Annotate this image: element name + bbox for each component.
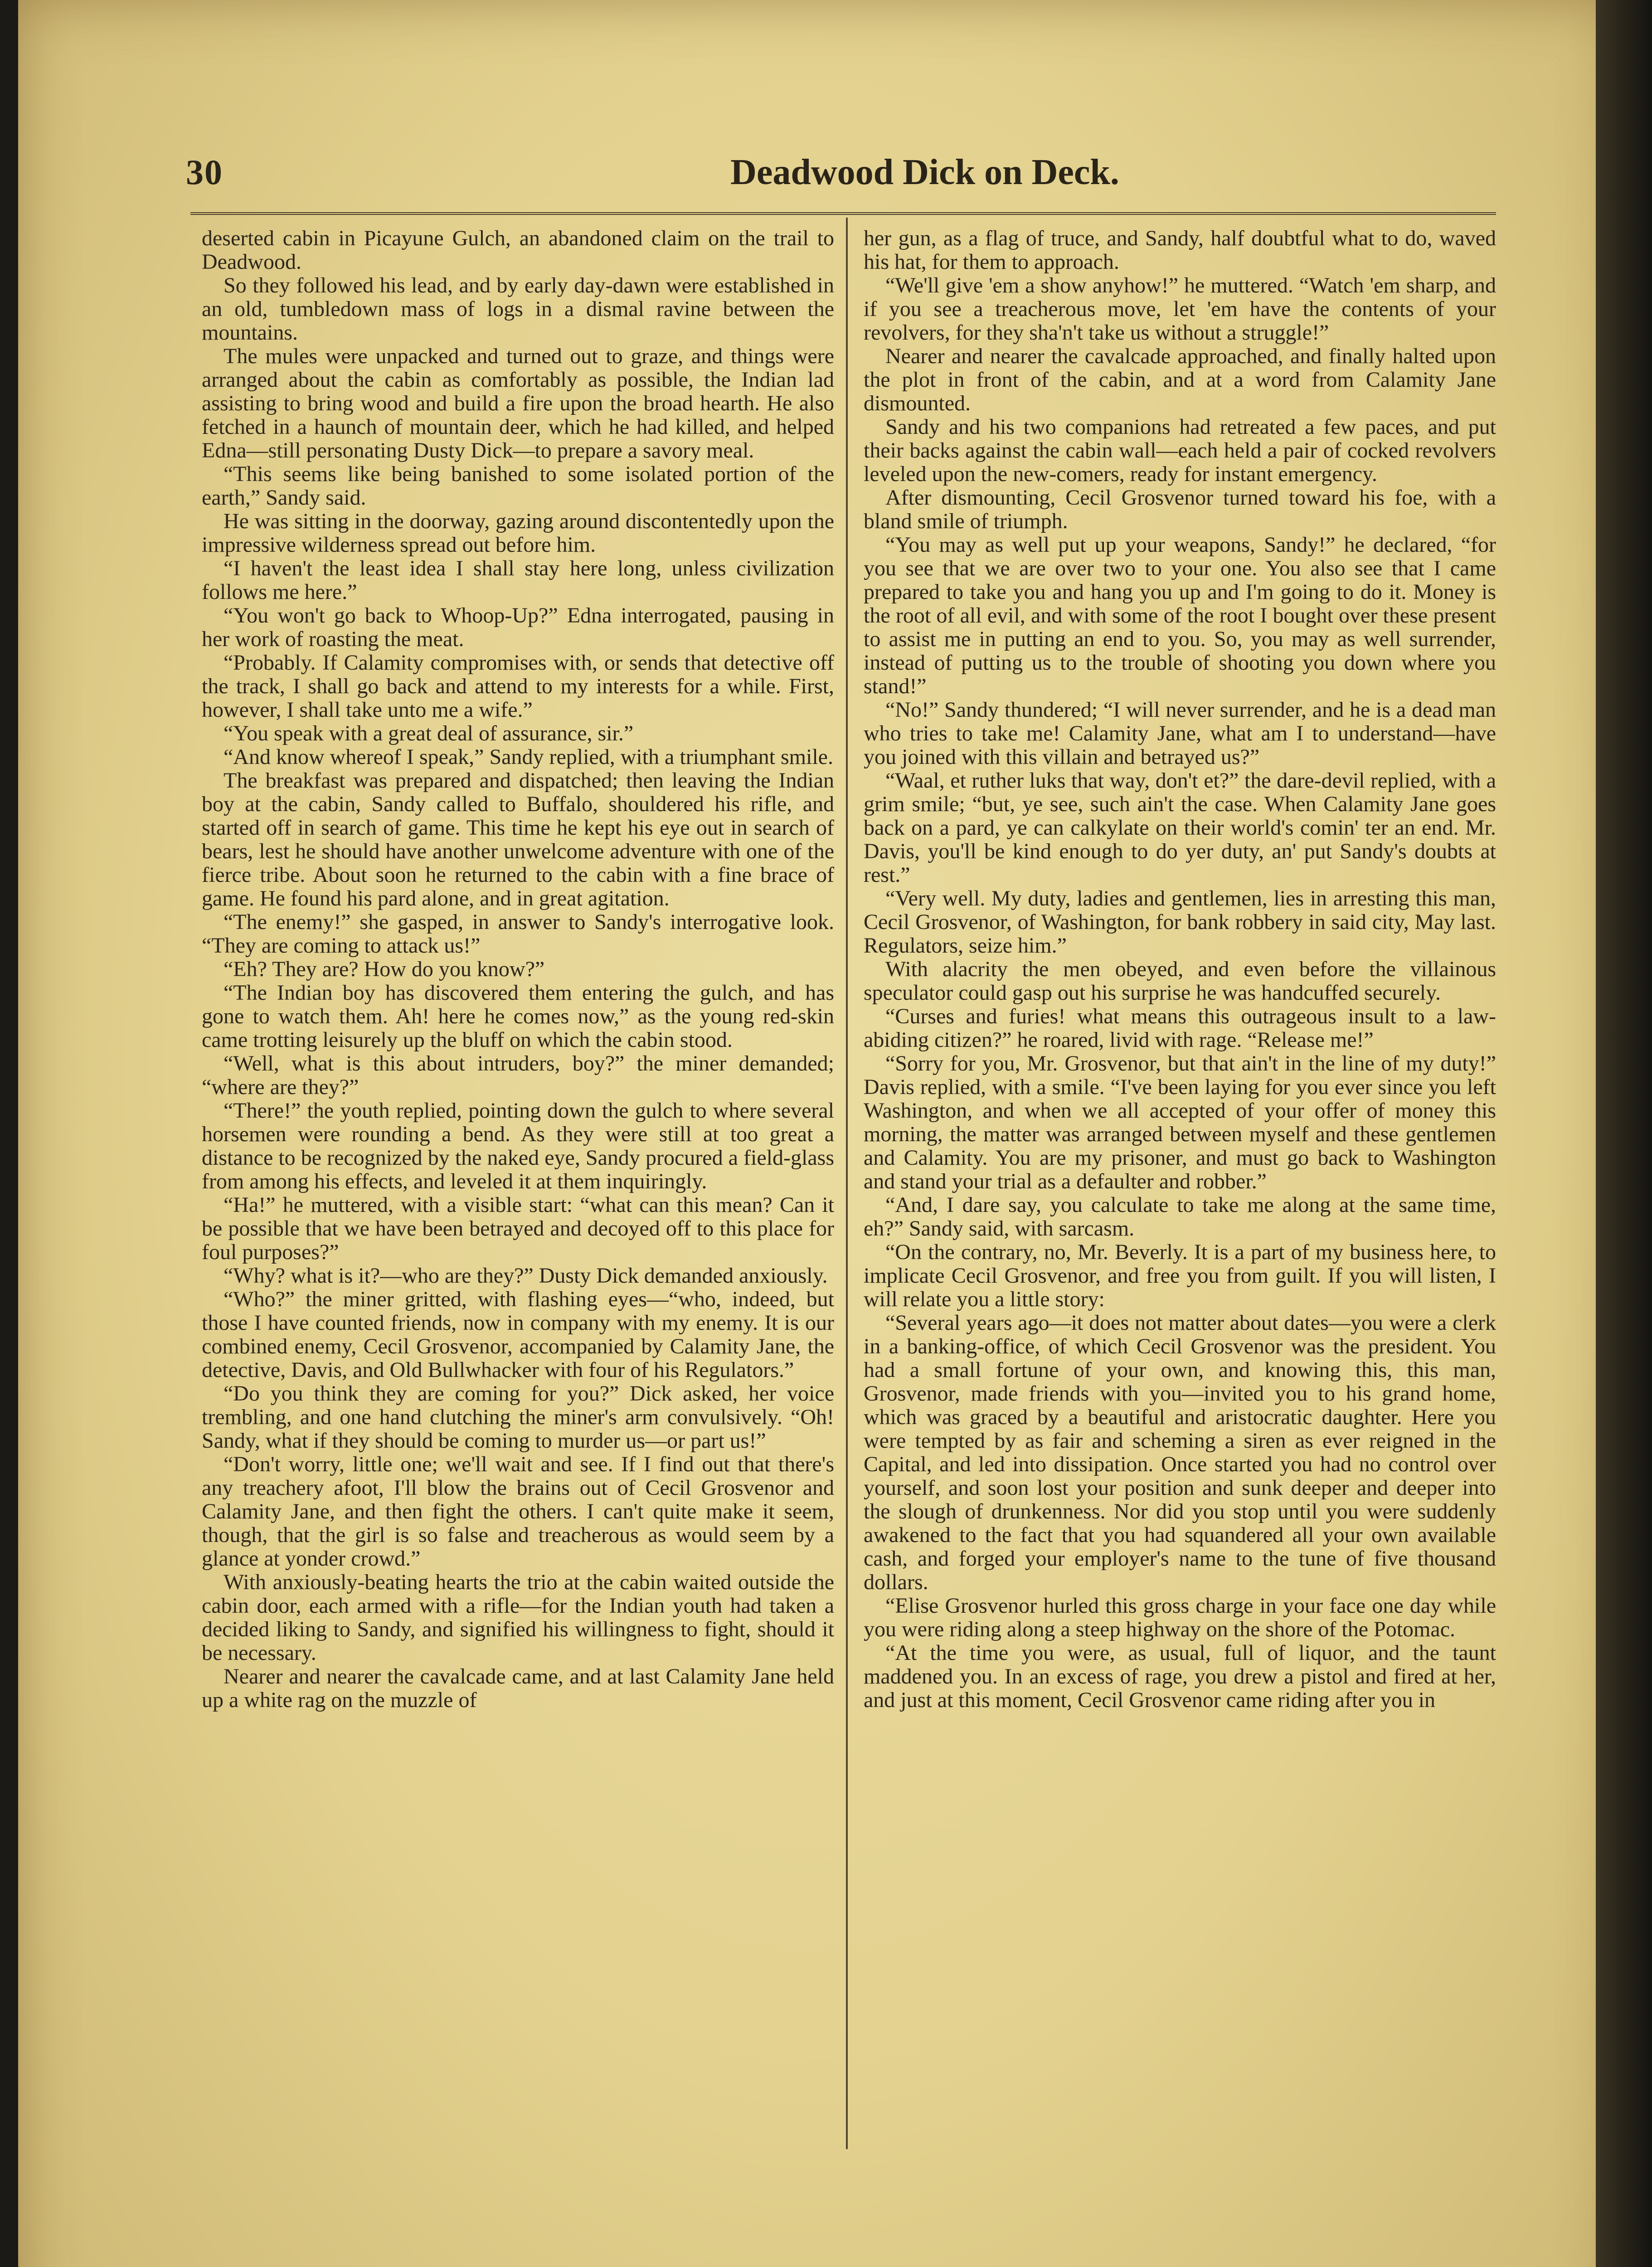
paragraph: “Several years ago—it does not matter about dates—you were a clerk in a banking-office, of which Cecil Grosvenor was the president. You had a small fortune of your own, and knowing this, this man, Grosvenor, made friends with you—invited you to his grand home, which was graced by a beautiful and aristocratic daughter. Here you were tempted by as fair and scheming a siren as ever reigned in the Capital, and led into dissipation. Once started you had no control over yourself, and soon lost your position and sunk deeper and deeper into the slough of drunkenness. Nor did you stop until you were suddenly awakened to the fact that you had squandered all your own available cash, and forged your employer's name to the tune of five thousand dollars.: [864, 1311, 1496, 1594]
paragraph: The breakfast was prepared and dispatched; then leaving the Indian boy at the cabin, Sandy called to Buffalo, shouldered his rifle, and started off in search of game. This time he kept his eye out in search of bears, lest he should have another unwelcome adventure with one of the fierce tribe. About soon he returned to the cabin with a fine brace of game. He found his pard alone, and in great agitation.: [202, 769, 834, 910]
paragraph: “The enemy!” she gasped, in answer to Sandy's interrogative look. “They are coming to attack us!”: [202, 910, 834, 958]
left-text-column: [202, 227, 834, 2145]
column-divider: [846, 218, 848, 2149]
page-number: 30: [186, 152, 223, 192]
paragraph: “Who?” the miner gritted, with flashing eyes—“who, indeed, but those I have counted friends, now in company with my enemy. It is our combined enemy, Cecil Grosvenor, accompanied by Calamity Jane, the detective, Davis, and Old Bullwhacker with four of his Regulators.”: [202, 1287, 834, 1382]
right-text-column: [864, 227, 1496, 2145]
paragraph: “You may as well put up your weapons, Sandy!” he declared, “for you see that we are over two to your one. You also see that I came prepared to take you and hang you up and I'm going to do it. Money is the root of all evil, and with some of the root I bought over these present to assist me in putting an end to you. So, you may as well surrender, instead of putting us to the trouble of shooting you down where you stand!”: [864, 533, 1496, 698]
paragraph: “We'll give 'em a show anyhow!” he muttered. “Watch 'em sharp, and if you see a treacherous move, let 'em have the contents of your revolvers, for they sha'n't take us without a struggle!”: [864, 273, 1496, 345]
paragraph: “Eh? They are? How do you know?”: [224, 957, 545, 981]
page-edge-shadow: [1596, 0, 1652, 2267]
paragraph: The mules were unpacked and turned out to graze, and things were arranged about the cabin as comfortably as possible, the Indian lad assisting to bring wood and build a fire upon the broad hearth. He also fetched in a haunch of mountain deer, which he had killed, and helped Edna—still personating Dusty Dick—to prepare a savory meal.: [202, 344, 834, 462]
paragraph: “Don't worry, little one; we'll wait and see. If I find out that there's any treachery afoot, I'll blow the brains out of Cecil Grosvenor and Calamity Jane, and then fight the others. I can't quite make it seem, though, that the girl is so false and treacherous as would seem by a glance at yonder crowd.”: [202, 1452, 834, 1571]
paragraph: “On the contrary, no, Mr. Beverly. It is a part of my business here, to implicate Cecil Grosvenor, and free you from guilt. If you will listen, I will relate you a little story:: [864, 1240, 1496, 1311]
paragraph: “Ha!” he muttered, with a visible start: “what can this mean? Can it be possible that we have been betrayed and decoyed off to this place for foul purposes?”: [202, 1193, 834, 1264]
paragraph: “You speak with a great deal of assurance, sir.”: [224, 721, 634, 745]
page-header: [186, 152, 1546, 202]
paragraph: “Do you think they are coming for you?” Dick asked, her voice trembling, and one hand clutching the miner's arm convulsively. “Oh! Sandy, what if they should be coming to murder us—or part us!”: [202, 1382, 834, 1453]
paragraph: Nearer and nearer the cavalcade approached, and finally halted upon the plot in front of the cabin, and at a word from Calamity Jane dismounted.: [864, 344, 1496, 415]
paragraph: “And, I dare say, you calculate to take me along at the same time, eh?” Sandy said, with sarcasm.: [864, 1193, 1496, 1241]
paragraph: “I haven't the least idea I shall stay here long, unless civilization follows me here.”: [202, 556, 834, 604]
paragraph: Sandy and his two companions had retreated a few paces, and put their backs against the cabin wall—each held a pair of cocked revolvers leveled upon the new-comers, ready for instant emergency.: [864, 415, 1496, 486]
paragraph: With alacrity the men obeyed, and even before the villainous speculator could gasp out his surprise he was handcuffed securely.: [864, 957, 1496, 1005]
paragraph: “You won't go back to Whoop-Up?” Edna interrogated, pausing in her work of roasting the meat.: [202, 603, 834, 651]
paragraph: “Curses and furies! what means this outrageous insult to a law-abiding citizen?” he roared, livid with rage. “Release me!”: [864, 1004, 1496, 1052]
paragraph: “Well, what is this about intruders, boy?” the miner demanded; “where are they?”: [202, 1051, 834, 1099]
paragraph: “And know whereof I speak,” Sandy replied, with a triumphant smile.: [224, 745, 833, 769]
paragraph: “This seems like being banished to some isolated portion of the earth,” Sandy said.: [202, 462, 834, 510]
paragraph: After dismounting, Cecil Grosvenor turned toward his foe, with a bland smile of triumph.: [864, 486, 1496, 533]
paragraph: her gun, as a flag of truce, and Sandy, half doubtful what to do, waved his hat, for them to approach.: [864, 227, 1496, 274]
paragraph: “The Indian boy has discovered them entering the gulch, and has gone to watch them. Ah! here he comes now,” as the young red-skin came trotting leisurely up the bluff on which the cabin stood.: [202, 981, 834, 1052]
paragraph: With anxiously-beating hearts the trio at the cabin waited outside the cabin door, each armed with a rifle—for the Indian youth had taken a decided liking to Sandy, and signified his willingness to fight, should it be necessary.: [202, 1570, 834, 1665]
paragraph: “Waal, et ruther luks that way, don't et?” the dare-devil replied, with a grim smile; “but, ye see, such ain't the case. When Calamity Jane goes back on a pard, ye can calkylate on their world's comin' ter an end. Mr. Davis, you'll be kind enough to do yer duty, an' put Sandy's doubts at rest.”: [864, 769, 1496, 887]
paragraph: So they followed his lead, and by early day-dawn were established in an old, tumbledown mass of logs in a dismal ravine between the mountains.: [202, 273, 834, 345]
running-title: Deadwood Dick on Deck.: [730, 152, 1119, 192]
paragraph: “No!” Sandy thundered; “I will never surrender, and he is a dead man who tries to take me! Calamity Jane, what am I to understand—have you joined with this villain and betrayed us?”: [864, 698, 1496, 769]
paragraph: “Probably. If Calamity compromises with, or sends that detective off the track, I shall go back and attend to my interests for a while. First, however, I shall take unto me a wife.”: [202, 651, 834, 722]
paragraph: “At the time you were, as usual, full of liquor, and the taunt maddened you. In an excess of rage, you drew a pistol and fired at her, and just at this moment, Cecil Grosvenor came riding after you in: [864, 1641, 1496, 1712]
paragraph: deserted cabin in Picayune Gulch, an abandoned claim on the trail to Deadwood.: [202, 227, 834, 274]
paragraph: Nearer and nearer the cavalcade came, and at last Calamity Jane held up a white rag on the muzzle of: [202, 1664, 834, 1712]
paragraph: “Very well. My duty, ladies and gentlemen, lies in arresting this man, Cecil Grosvenor, of Washington, for bank robbery in said city, May last. Regulators, seize him.”: [864, 886, 1496, 958]
header-rule: [190, 212, 1496, 215]
paragraph: “Sorry for you, Mr. Grosvenor, but that ain't in the line of my duty!” Davis replied, with a smile. “I've been laying for you ever since you left Washington, and when we all accepted of your offer of money this morning, the matter was arranged between myself and these gentlemen and Calamity. You are my prisoner, and must go back to Washington and stand your trial as a defaulter and robber.”: [864, 1051, 1496, 1193]
paragraph: “Why? what is it?—who are they?” Dusty Dick demanded anxiously.: [224, 1264, 828, 1288]
paragraph: “There!” the youth replied, pointing down the gulch to where several horsemen were rounding a bend. As they were still at too great a distance to be recognized by the naked eye, Sandy procured a field-glass from among his effects, and leveled it at them inquiringly.: [202, 1099, 834, 1193]
paragraph: He was sitting in the doorway, gazing around discontentedly upon the impressive wilderness spread out before him.: [202, 509, 834, 557]
paragraph: “Elise Grosvenor hurled this gross charge in your face one day while you were riding along a steep highway on the shore of the Potomac.: [864, 1594, 1496, 1641]
